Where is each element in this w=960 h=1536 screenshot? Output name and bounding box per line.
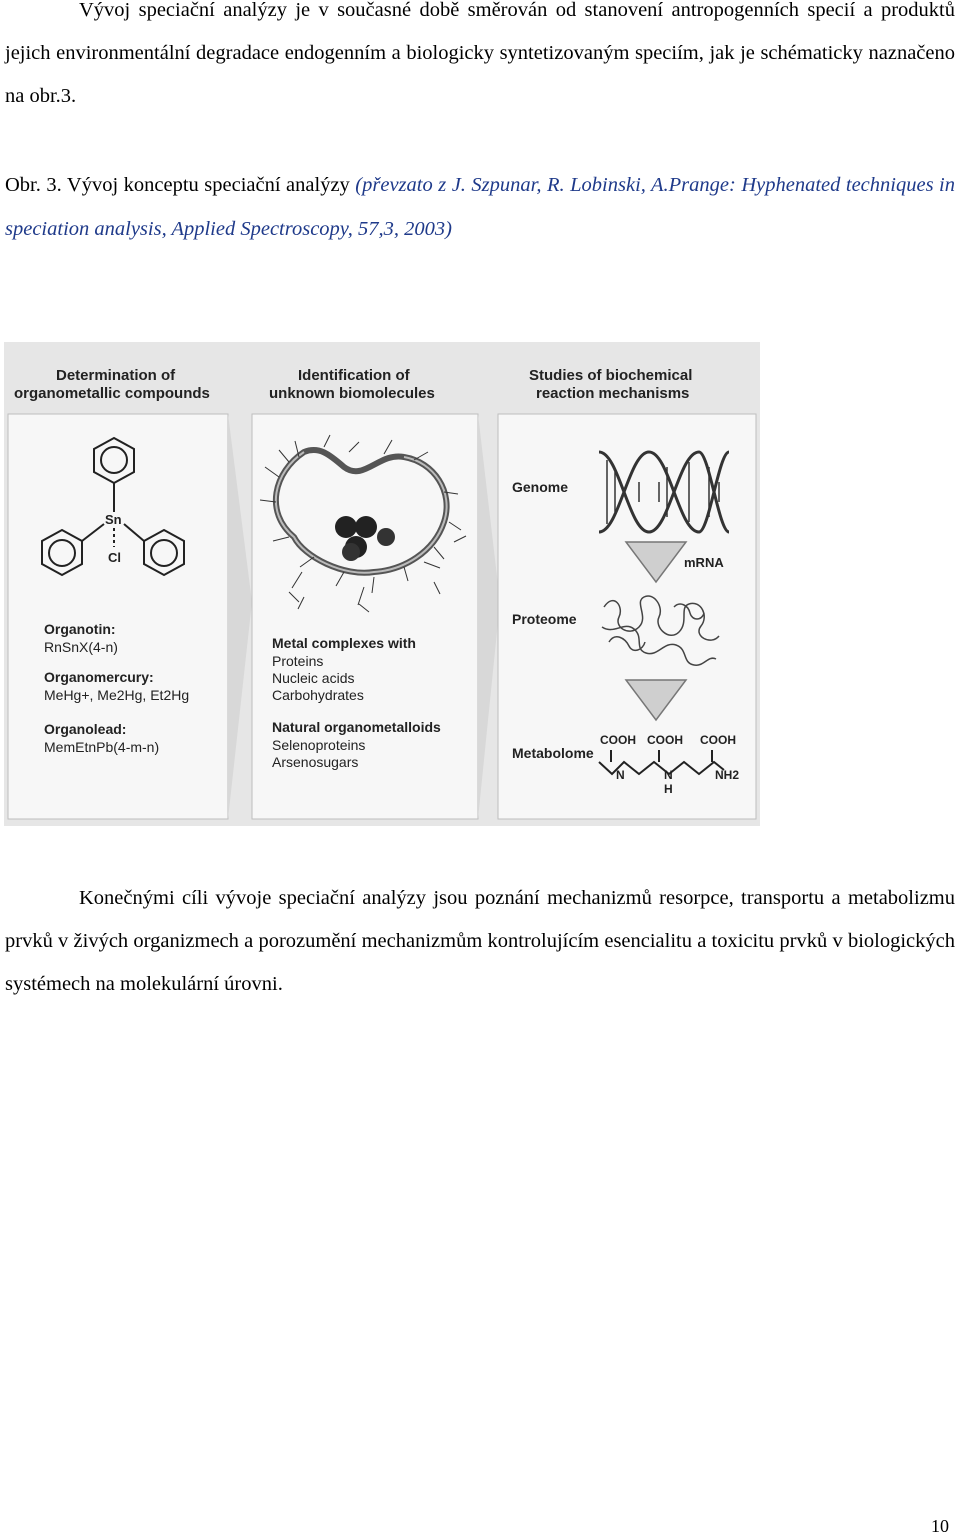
speciation-concept-figure (4, 342, 760, 826)
page-number: 10 (931, 1516, 949, 1536)
metal-complexes-label: Metal complexes with (272, 635, 416, 651)
item-nucleic-acids: Nucleic acids (272, 670, 355, 686)
panel1-title-1: Determination of (56, 367, 176, 384)
caption-label: Obr. 3. Vývoj konceptu speciační analýzy (5, 174, 356, 196)
cooh-label-1: COOH (600, 733, 636, 747)
item-arsenosugars: Arsenosugars (272, 754, 359, 770)
n-label-1: N (616, 768, 625, 782)
item-proteins: Proteins (272, 653, 324, 669)
caption-source: (převzato z J. Szpunar, R. Lobinski, A.Prange: Hyphenated techniques in speciation analysis, Applied Spectroscopy, 57,3, 2003) (5, 174, 956, 240)
genome-label: Genome (512, 479, 569, 495)
panel3-title-2: reaction mechanisms (536, 385, 690, 402)
panel2-title-2: unknown biomolecules (269, 385, 435, 402)
panel1-title-2: organometallic compounds (14, 385, 210, 402)
organolead-label: Organolead: (44, 721, 127, 737)
conclusion-paragraph: Konečnými cíli vývoje speciační analýzy jsou poznání mechanizmů resorpce, transportu a metabolizmu prvků v živých organizmech a porozumění mechanizmům kontrolujícím esencialitu a toxicitu prvků v biologických systémech na molekulární úrovni. (5, 887, 955, 995)
atom-cl: Cl (108, 550, 121, 565)
item-carbohydrates: Carbohydrates (272, 687, 364, 703)
cooh-label-2: COOH (647, 733, 683, 747)
n-label-2: N (664, 768, 673, 782)
organotin-formula: RnSnX(4-n) (44, 639, 118, 655)
atom-sn: Sn (105, 512, 122, 527)
panel3-title-1: Studies of biochemical (529, 367, 693, 384)
h-label: H (664, 782, 673, 796)
organomercury-label: Organomercury: (44, 669, 154, 685)
figure-caption (5, 163, 955, 251)
panel2-title-1: Identification of (298, 367, 410, 384)
item-selenoproteins: Selenoproteins (272, 737, 366, 753)
cooh-label-3: COOH (700, 733, 736, 747)
proteome-label: Proteome (512, 611, 577, 627)
nh2-label: NH2 (715, 768, 740, 782)
intro-paragraph: Vývoj speciační analýzy je v současné době směrován od stanovení antropogenních specií a produktů jejich environmentální degradace endogenním a biologicky syntetizovaným speciím, jak je schématicky naznačeno na obr.3. (5, 0, 955, 107)
natural-organometalloids-label: Natural organometalloids (272, 719, 441, 735)
mrna-label: mRNA (684, 555, 724, 570)
organolead-formula: MemEtnPb(4-m-n) (44, 739, 160, 755)
metabolome-label: Metabolome (512, 745, 594, 761)
organotin-label: Organotin: (44, 621, 116, 637)
organomercury-formula: MeHg+, Me2Hg, Et2Hg (44, 687, 190, 703)
